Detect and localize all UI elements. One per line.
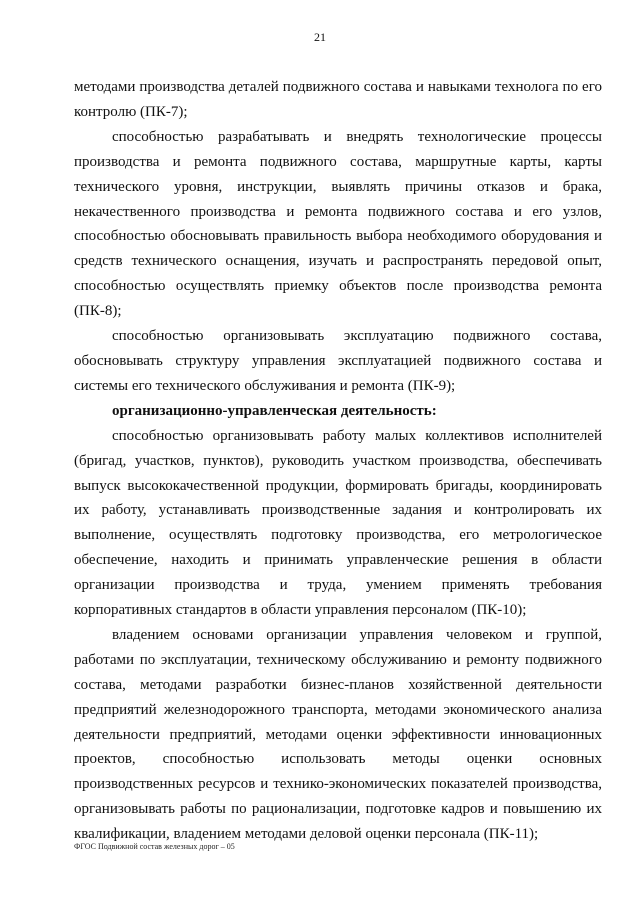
body-text	[74, 75, 602, 847]
paragraph-pk9: способностью организовывать эксплуатацию подвижного состава, обосновывать структуру управления эксплуатацией подвижного состава и системы его технического обслуживания и ремонта (ПК-9);	[74, 328, 602, 394]
paragraph-pk10: способностью организовывать работу малых коллективов исполнителей (бригад, участков, пунктов), руководить участком производства, обеспечивать выпуск высококачественной продукции, формировать бригады, координировать их работу, устанавливать производственные задания и контролировать их выполнение, осуществлять подготовку производства, его метрологическое обеспечение, находить и принимать управленческие решения в области организации производства и труда, умением применять требования корпоративных стандартов в области управления персоналом (ПК-10);	[74, 427, 602, 619]
page-number: 21	[314, 30, 326, 44]
section-heading: организационно-управленческая деятельность:	[112, 402, 437, 419]
paragraph-pk8: способностью разрабатывать и внедрять технологические процессы производства и ремонта подвижного состава, маршрутные карты, карты технического уровня, инструкции, выявлять причины отказов и брака, некачественного производства и ремонта подвижного состава и его узлов, способностью обосновывать правильность выбора необходимого оборудования и средств технического оснащения, изучать и распространять передовой опыт, способностью осуществлять приемку объектов после производства ремонта (ПК-8);	[74, 128, 602, 320]
footer-text: ФГОС Подвижной состав железных дорог – 05	[74, 842, 235, 851]
paragraph-pk7: методами производства деталей подвижного состава и навыками технолога по его контролю (ПК-7);	[74, 79, 602, 120]
paragraph-pk11: владением основами организации управления человеком и группой, работами по эксплуатации, техническому обслуживанию и ремонту подвижного состава, методами разработки бизнес-планов хозяйственной деятельности предприятий железнодорожного транспорта, методами экономического анализа деятельности предприятий, методами оценки эффективности инновационных проектов, способностью использовать методы оценки основных производственных ресурсов и технико-экономических показателей производства, организовывать работы по рационализации, подготовке кадров и повышению их квалификации, владением методами деловой оценки персонала (ПК-11);	[74, 626, 602, 843]
